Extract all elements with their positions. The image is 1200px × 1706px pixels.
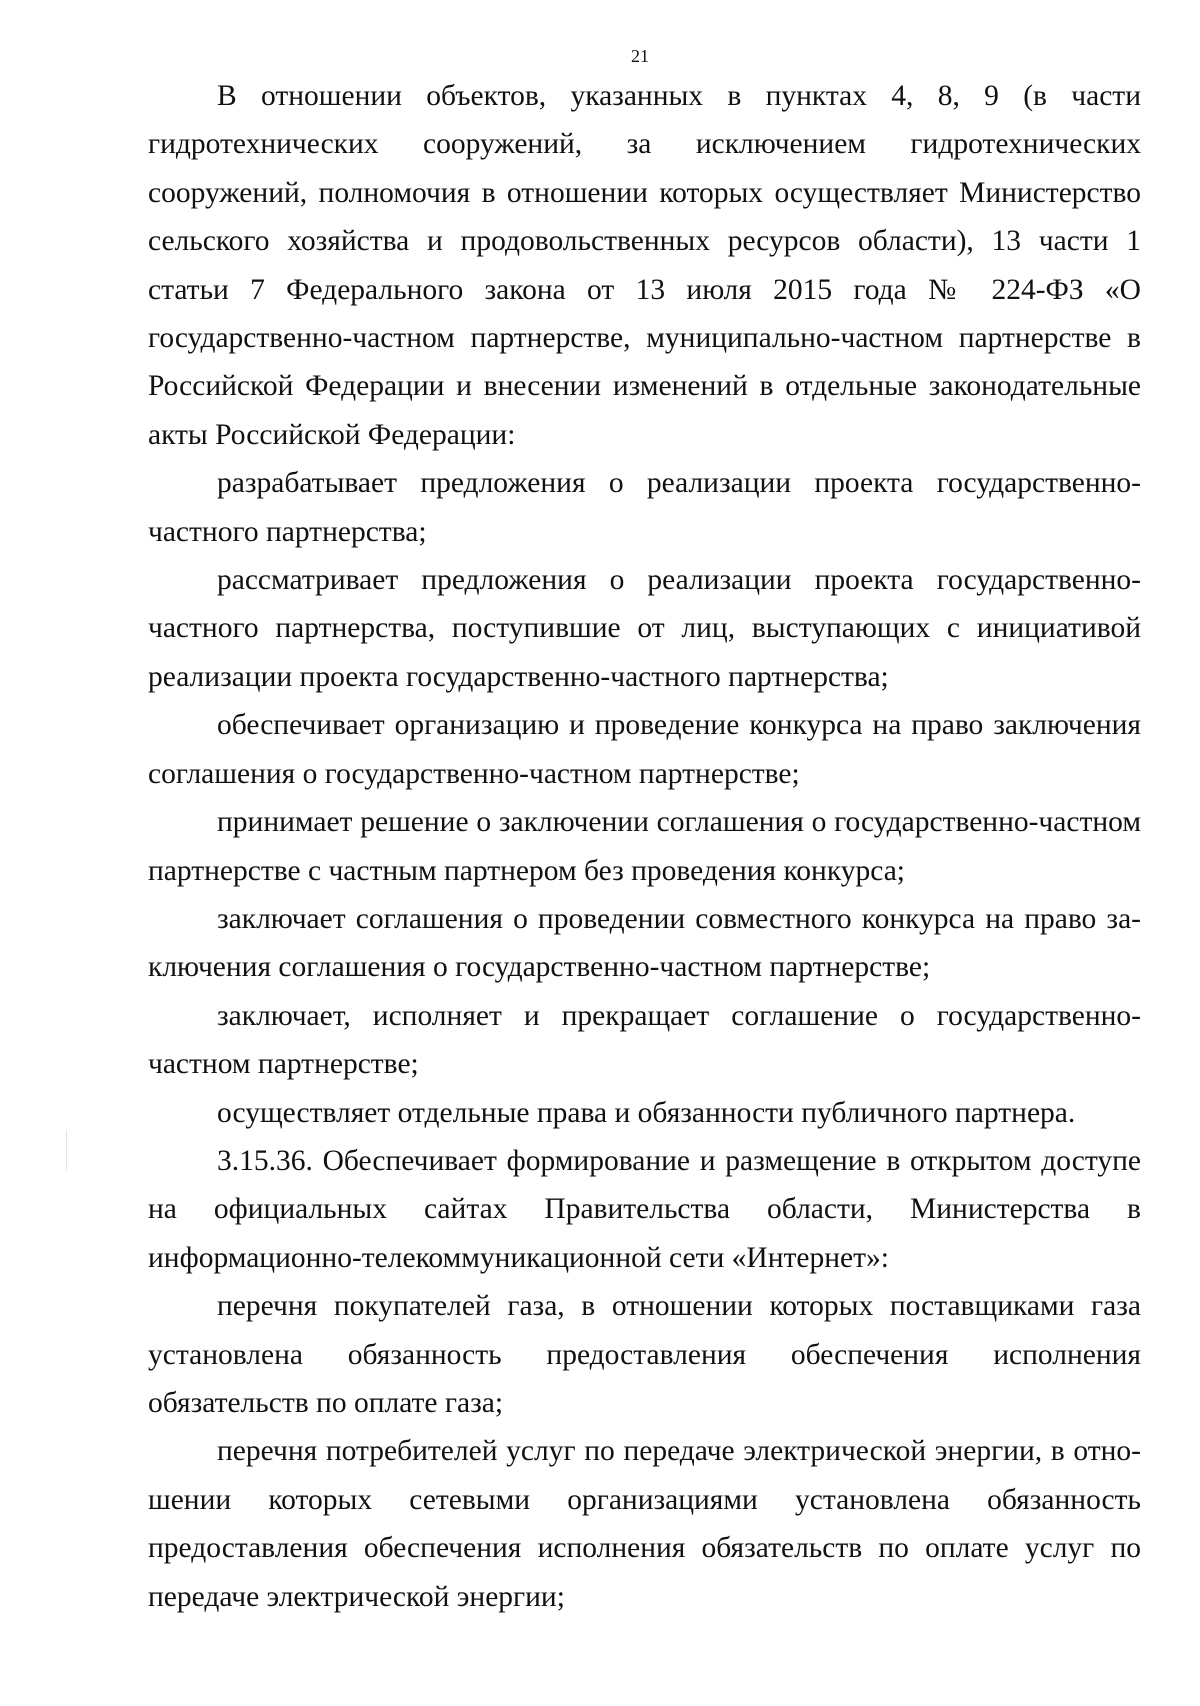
- paragraph-electricity-consumers-list: перечня потребителей услуг по передаче электрической энергии, в отношении которых сетевыми организациями установлена обязанность предоставления обеспечения исполнения обязательств по оплате услуг по передаче электрической энергии;: [148, 1435, 1141, 1613]
- paragraph-decision-without-tender: принимает решение о заключении соглашения о государственно-частном партнерстве с частным партнером без проведения конкурса;: [148, 806, 1141, 887]
- page-number: 21: [631, 46, 649, 66]
- scan-margin-mark: [66, 1130, 67, 1170]
- paragraph-objects-intro: В отношении объектов, указанных в пунктах 4, 8, 9 (в части гидротехнических сооружений, за исключением гидротехнических сооружений, полномочия в отношении которых осуществляет Министерство сельского хозяйства и продовольственных ресурсов области), 13 части 1 статьи 7 Федерального закона от 13 июля 2015 года № 224-ФЗ «О государственно-частном партнерстве, муниципально-частном партнерстве в Российской Федерации и внесении изменений в отдельные законодательные акты Российской Федерации:: [148, 80, 1141, 451]
- paragraph-3-15-36: 3.15.36. Обеспечивает формирование и размещение в открытом доступе на официальных сайтах Правительства области, Министерства в информационно-телекоммуникационной сети «Интернет»:: [148, 1144, 1141, 1274]
- paragraph-develops-proposals: разрабатывает предложения о реализации проекта государственно-частного партнерства;: [148, 467, 1141, 548]
- paragraph-joint-tender-agreements: заключает соглашения о проведении совместного конкурса на право заключения соглашения о государственно-частном партнерстве;: [148, 902, 1141, 984]
- paragraph-organizes-tender: обеспечивает организацию и проведение конкурса на право заключения соглашения о государственно-частном партнерстве;: [148, 709, 1141, 790]
- paragraph-public-partner-rights: осуществляет отдельные права и обязанности публичного партнера.: [217, 1096, 1076, 1129]
- document-body: [148, 72, 1141, 1621]
- paragraph-gas-buyers-list: перечня покупателей газа, в отношении которых поставщиками газа установлена обязанность предоставления обеспечения исполнения обязательств по оплате газа;: [148, 1290, 1141, 1419]
- paragraph-reviews-proposals: рассматривает предложения о реализации проекта государственно-частного партнерства, поступившие от лиц, выступающих с инициативой реализации проекта государственно-частного партнерства;: [148, 564, 1141, 693]
- paragraph-concludes-agreement: заключает, исполняет и прекращает соглашение о государственно-частном партнерстве;: [148, 999, 1141, 1081]
